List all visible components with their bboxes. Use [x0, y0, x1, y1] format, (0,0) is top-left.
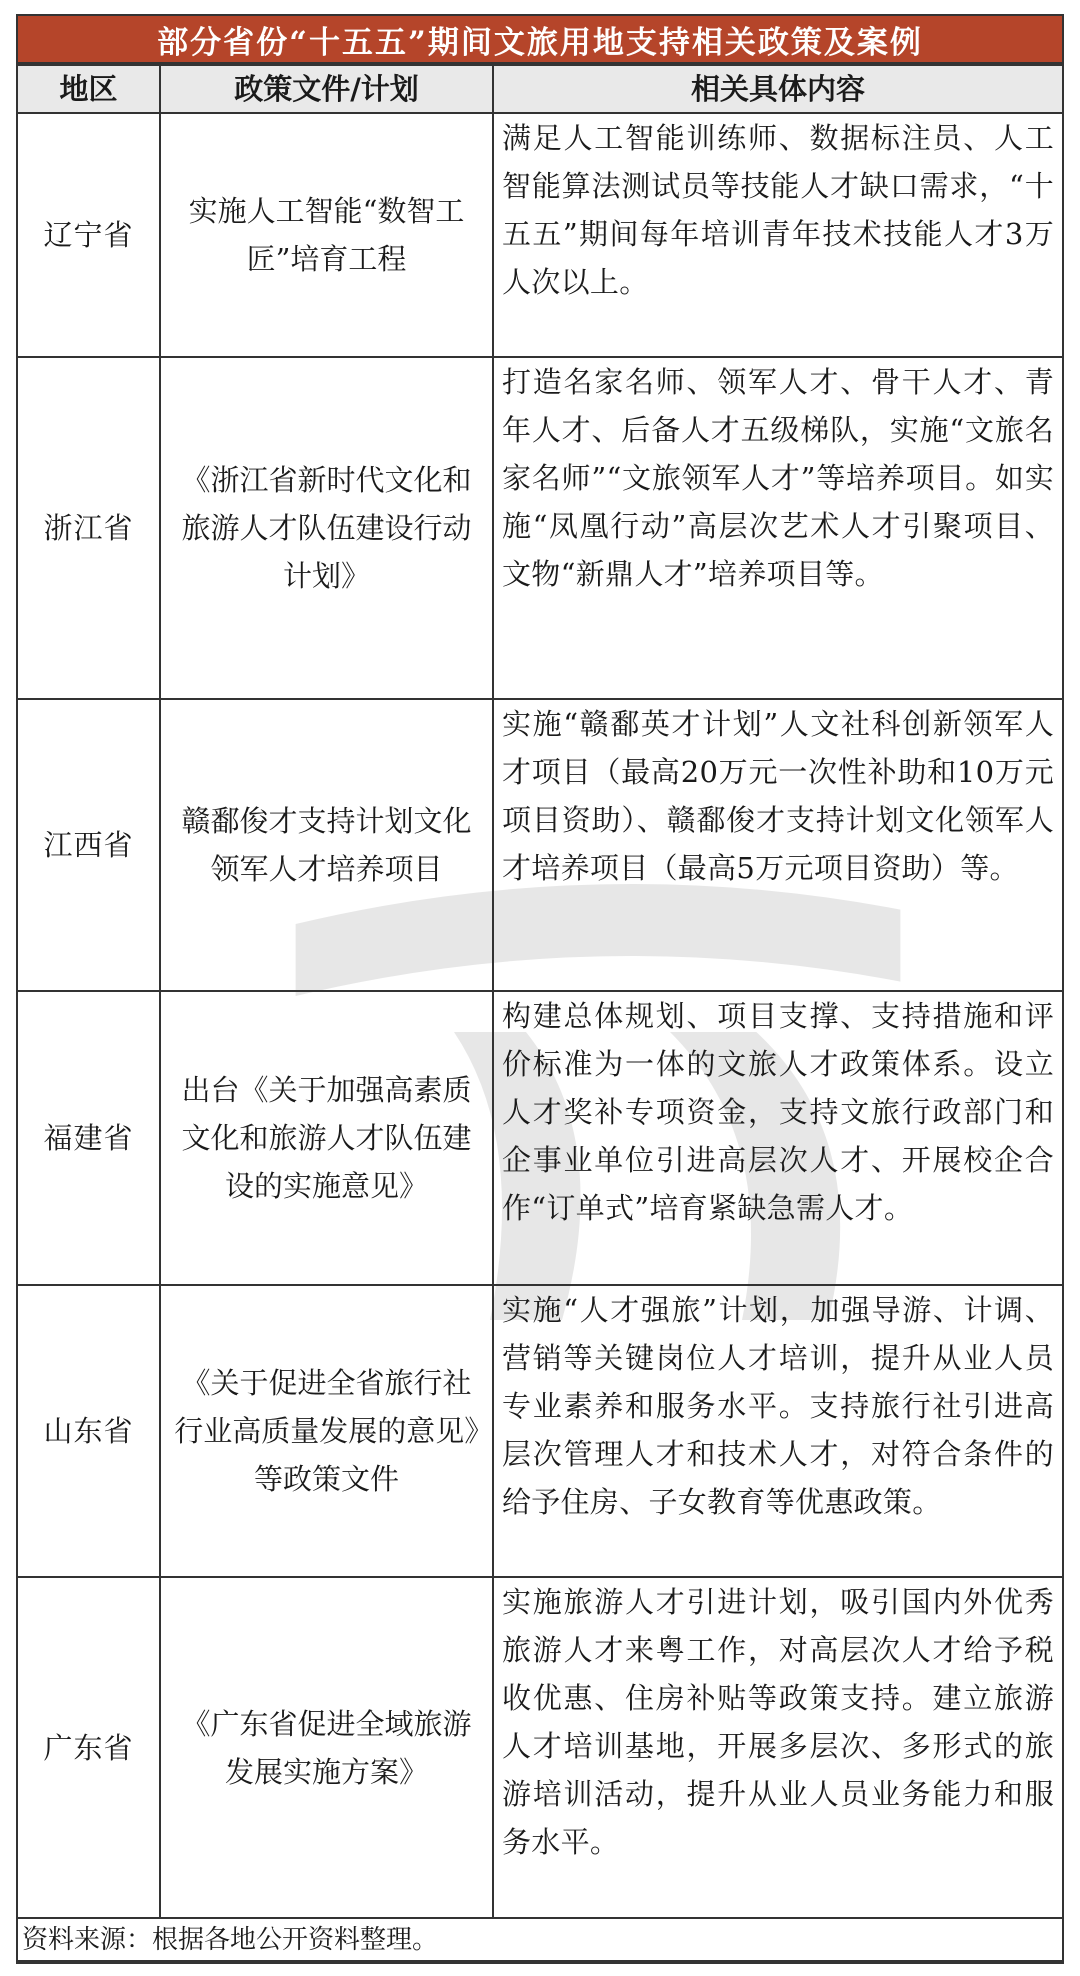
- detail-cell: 构建总体规划、项目支撑、支持措施和评价标准为一体的文旅人才政策体系。设立人才奖补专项资金，支持文旅行政部门和企事业单位引进高层次人才、开展校企合作“订单式”培育紧缺急需人才。: [493, 991, 1062, 1285]
- table-row: [18, 1285, 1062, 1577]
- header-detail: 相关具体内容: [493, 65, 1062, 113]
- region-cell: 山东省: [18, 1285, 160, 1577]
- detail-cell: 打造名家名师、领军人才、骨干人才、青年人才、后备人才五级梯队，实施“文旅名家名师”“文旅领军人才”等培养项目。如实施“凤凰行动”高层次艺术人才引聚项目、文物“新鼎人才”培养项目等。: [493, 357, 1062, 699]
- table-title: 部分省份“十五五”期间文旅用地支持相关政策及案例: [18, 16, 1062, 64]
- policy-cell: 《广东省促进全域旅游发展实施方案》: [160, 1577, 493, 1918]
- header-policy: 政策文件/计划: [160, 65, 493, 113]
- policy-cell: 出台《关于加强高素质文化和旅游人才队伍建设的实施意见》: [160, 991, 493, 1285]
- table-row: [18, 699, 1062, 991]
- table-row: [18, 991, 1062, 1285]
- detail-cell: 满足人工智能训练师、数据标注员、人工智能算法测试员等技能人才缺口需求，“十五五”期间每年培训青年技术技能人才3万人次以上。: [493, 113, 1062, 357]
- policy-cell: 赣鄱俊才支持计划文化领军人才培养项目: [160, 699, 493, 991]
- header-region: 地区: [18, 65, 160, 113]
- detail-cell: 实施“人才强旅”计划，加强导游、计调、营销等关键岗位人才培训，提升从业人员专业素养和服务水平。支持旅行社引进高层次管理人才和技术人才，对符合条件的给予住房、子女教育等优惠政策。: [493, 1285, 1062, 1577]
- policy-cell: 《关于促进全省旅行社行业高质量发展的意见》等政策文件: [160, 1285, 493, 1577]
- region-cell: 广东省: [18, 1577, 160, 1918]
- table-row: [18, 113, 1062, 357]
- header-row: [18, 65, 1062, 113]
- policy-table-sheet: [16, 14, 1064, 1964]
- table-row: [18, 357, 1062, 699]
- region-cell: 江西省: [18, 699, 160, 991]
- region-cell: 福建省: [18, 991, 160, 1285]
- source-note: 资料来源：根据各地公开资料整理。: [18, 1918, 1062, 1961]
- table-row: [18, 1577, 1062, 1918]
- region-cell: 辽宁省: [18, 113, 160, 357]
- detail-cell: 实施旅游人才引进计划，吸引国内外优秀旅游人才来粤工作，对高层次人才给予税收优惠、住房补贴等政策支持。建立旅游人才培训基地，开展多层次、多形式的旅游培训活动，提升从业人员业务能力和服务水平。: [493, 1577, 1062, 1918]
- policy-table: [18, 64, 1062, 1962]
- source-row: [18, 1918, 1062, 1961]
- policy-cell: 实施人工智能“数智工匠”培育工程: [160, 113, 493, 357]
- policy-cell: 《浙江省新时代文化和旅游人才队伍建设行动计划》: [160, 357, 493, 699]
- region-cell: 浙江省: [18, 357, 160, 699]
- detail-cell: 实施“赣鄱英才计划”人文社科创新领军人才项目（最高20万元一次性补助和10万元项目资助）、赣鄱俊才支持计划文化领军人才培养项目（最高5万元项目资助）等。: [493, 699, 1062, 991]
